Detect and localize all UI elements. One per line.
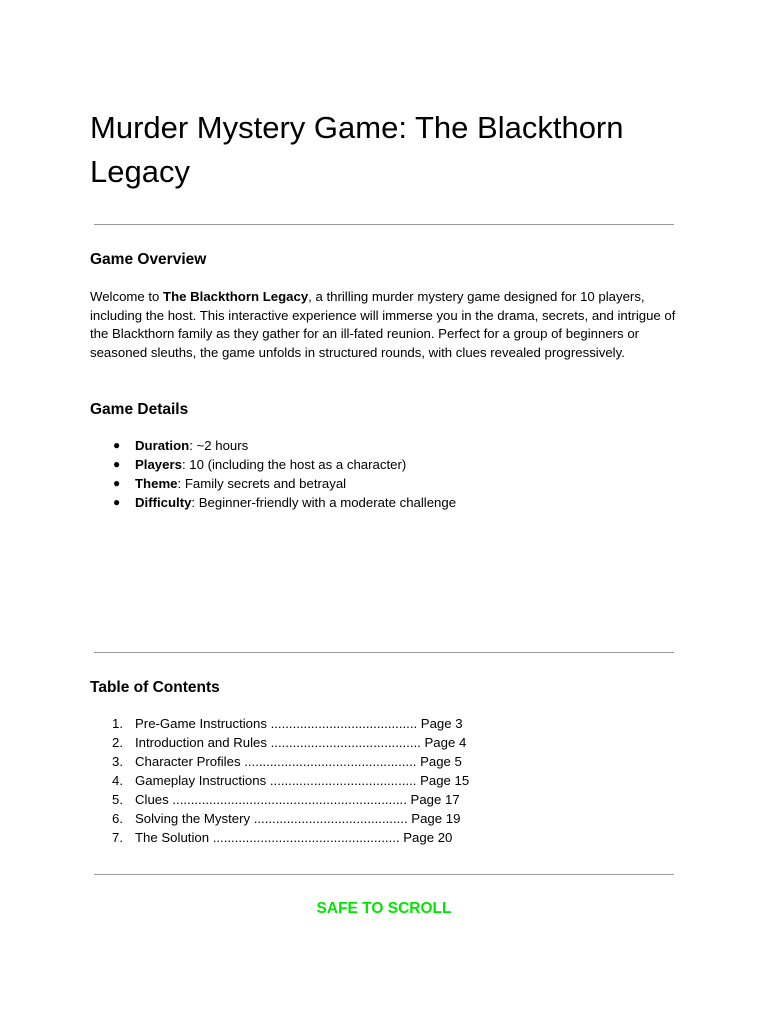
- toc-number: 3.: [112, 754, 123, 769]
- toc-text: The Solution ................................................... Page 20: [135, 830, 453, 845]
- toc-item[interactable]: [90, 809, 469, 828]
- bullet-icon: ●: [113, 476, 121, 490]
- toc-text: Gameplay Instructions ........................................ Page 15: [135, 773, 470, 788]
- divider: [94, 224, 674, 225]
- overview-heading: Game Overview: [90, 251, 207, 268]
- toc-number: 4.: [112, 773, 123, 788]
- toc-number: 2.: [112, 735, 123, 750]
- detail-label: Difficulty: [135, 495, 192, 510]
- intro-prefix: Welcome to: [90, 289, 164, 304]
- divider: [94, 652, 674, 653]
- toc-text: Clues ................................................................ Page 17: [135, 792, 460, 807]
- toc-item[interactable]: [90, 733, 469, 752]
- toc-text: Solving the Mystery .......................................... Page 19: [135, 811, 461, 826]
- details-heading: Game Details: [90, 401, 189, 418]
- detail-value: : Beginner-friendly with a moderate challenge: [191, 495, 457, 510]
- toc-item[interactable]: [90, 714, 469, 733]
- detail-value: : ~2 hours: [189, 438, 249, 453]
- toc-text: Character Profiles ............................................... Page 5: [135, 754, 462, 769]
- details-list: [90, 436, 456, 512]
- list-item: [90, 436, 456, 455]
- bullet-icon: ●: [113, 495, 121, 509]
- toc-number: 6.: [112, 811, 123, 826]
- game-name-bold: The Blackthorn Legacy: [163, 289, 309, 304]
- list-item: [90, 474, 456, 493]
- toc-number: 5.: [112, 792, 123, 807]
- detail-label: Duration: [135, 438, 190, 453]
- detail-value: : Family secrets and betrayal: [177, 476, 347, 491]
- safe-to-scroll-label: SAFE TO SCROLL: [316, 900, 452, 917]
- toc-heading: Table of Contents: [90, 679, 220, 696]
- intro-rest: , a thrilling murder mystery game designed for 10 players, including the host. This interactive experience will immerse you in the drama, secrets, and intrigue of the Blackthorn family as they gather for an ill-fated reunion. Perfect for a group of beginners or seasoned sleuths, the game unfolds in structured rounds, with clues revealed progressively.: [90, 289, 676, 360]
- toc-list: [90, 714, 469, 847]
- toc-item[interactable]: [90, 752, 469, 771]
- toc-number: 7.: [112, 830, 123, 845]
- detail-label: Players: [135, 457, 182, 472]
- toc-item[interactable]: [90, 790, 469, 809]
- toc-item[interactable]: [90, 828, 469, 847]
- list-item: [90, 493, 456, 512]
- overview-paragraph: [90, 288, 680, 362]
- toc-item[interactable]: [90, 771, 469, 790]
- bullet-icon: ●: [113, 438, 121, 452]
- detail-value: : 10 (including the host as a character): [181, 457, 407, 472]
- page-title: Murder Mystery Game: The Blackthorn Legacy: [90, 110, 624, 189]
- list-item: [90, 455, 456, 474]
- detail-label: Theme: [135, 476, 178, 491]
- bullet-icon: ●: [113, 457, 121, 471]
- toc-text: Pre-Game Instructions ........................................ Page 3: [135, 716, 463, 731]
- divider: [94, 874, 674, 875]
- toc-number: 1.: [112, 716, 123, 731]
- toc-text: Introduction and Rules ......................................... Page 4: [135, 735, 467, 750]
